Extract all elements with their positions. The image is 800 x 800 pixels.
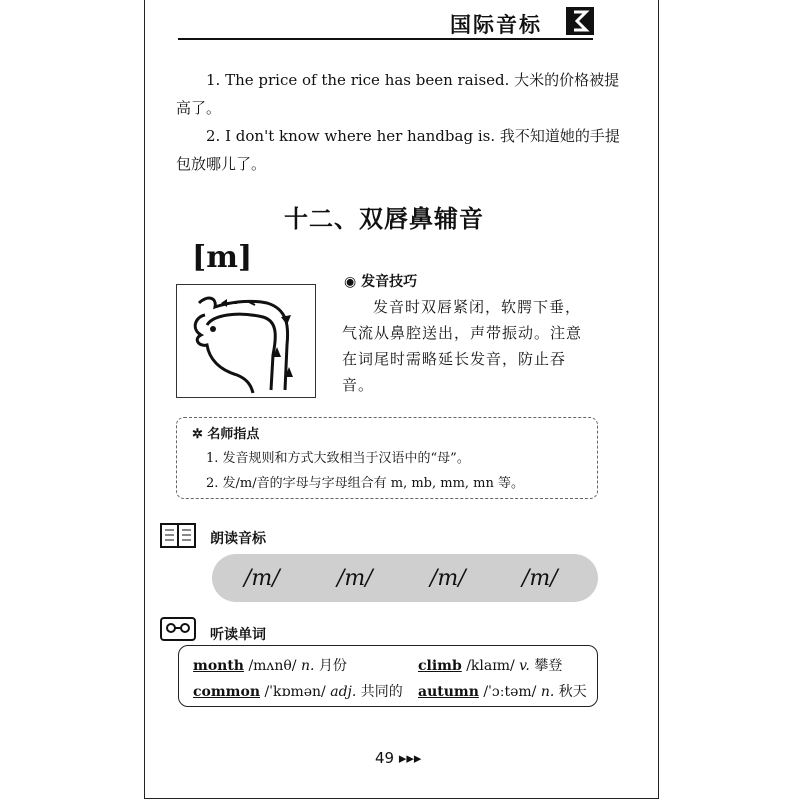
meaning: 攀登 (534, 658, 563, 674)
phonetic: /ˈkɒmən/ (264, 684, 326, 700)
chapter-mark-icon (566, 7, 594, 35)
example-1-line-2: 高了。 (176, 99, 222, 117)
tips-heading: ◉ 发音技巧 (344, 274, 418, 290)
word: common (193, 684, 261, 700)
word: climb (418, 658, 462, 674)
meaning: 月份 (318, 658, 347, 674)
word-entry-common (193, 681, 403, 701)
reading-symbol-2: /m/ (337, 566, 373, 591)
section-title: 十二、双唇鼻辅音 (284, 205, 484, 233)
teacher-notes-title: ✲ 名师指点 (192, 427, 260, 442)
teacher-note-1: 1. 发音规则和方式大致相当于汉语中的“母”。 (206, 451, 470, 466)
meaning: 共同的 (360, 684, 403, 700)
word-entry-autumn (418, 681, 587, 701)
part-of-speech: n. (300, 658, 315, 674)
cassette-icon (160, 616, 196, 642)
part-of-speech: v. (519, 658, 530, 674)
listening-label: 听读单词 (210, 627, 266, 643)
reading-symbol-3: /m/ (430, 566, 466, 591)
book-icon (160, 521, 196, 549)
phonetic: /klaɪm/ (466, 658, 515, 674)
example-2-line-2: 包放哪儿了。 (176, 155, 267, 173)
phonetic: /mʌnθ/ (248, 658, 297, 674)
word-entry-month (193, 655, 347, 675)
word-entry-climb (418, 655, 562, 675)
header-title: 国际音标 (450, 13, 542, 37)
example-2-line-1: 2. I don't know where her handbag is. 我不知道她的手提 (206, 127, 620, 145)
phoneme-symbol: [m] (192, 240, 253, 275)
tips-body: 发音时双唇紧闭，软腭下垂，气流从鼻腔送出，声带振动。注意在词尾时需略延长发音，防止吞音。 (342, 298, 583, 394)
reading-symbol-4: /m/ (522, 566, 558, 591)
word: autumn (418, 684, 479, 700)
reading-symbol-1: /m/ (244, 566, 280, 591)
example-1-line-1: 1. The price of the rice has been raised. 大米的价格被提 (206, 71, 620, 89)
phonetic: /ˈɔːtəm/ (483, 684, 537, 700)
part-of-speech: n. (540, 684, 555, 700)
teacher-note-2: 2. 发/m/音的字母与字母组合有 m, mb, mm, mn 等。 (206, 476, 525, 491)
mouth-diagram (176, 284, 316, 398)
page-number: 49 ▸▸▸ (375, 749, 422, 767)
meaning: 秋天 (558, 684, 587, 700)
word: month (193, 658, 244, 674)
reading-label: 朗读音标 (210, 531, 266, 547)
part-of-speech: adj. (330, 684, 357, 700)
